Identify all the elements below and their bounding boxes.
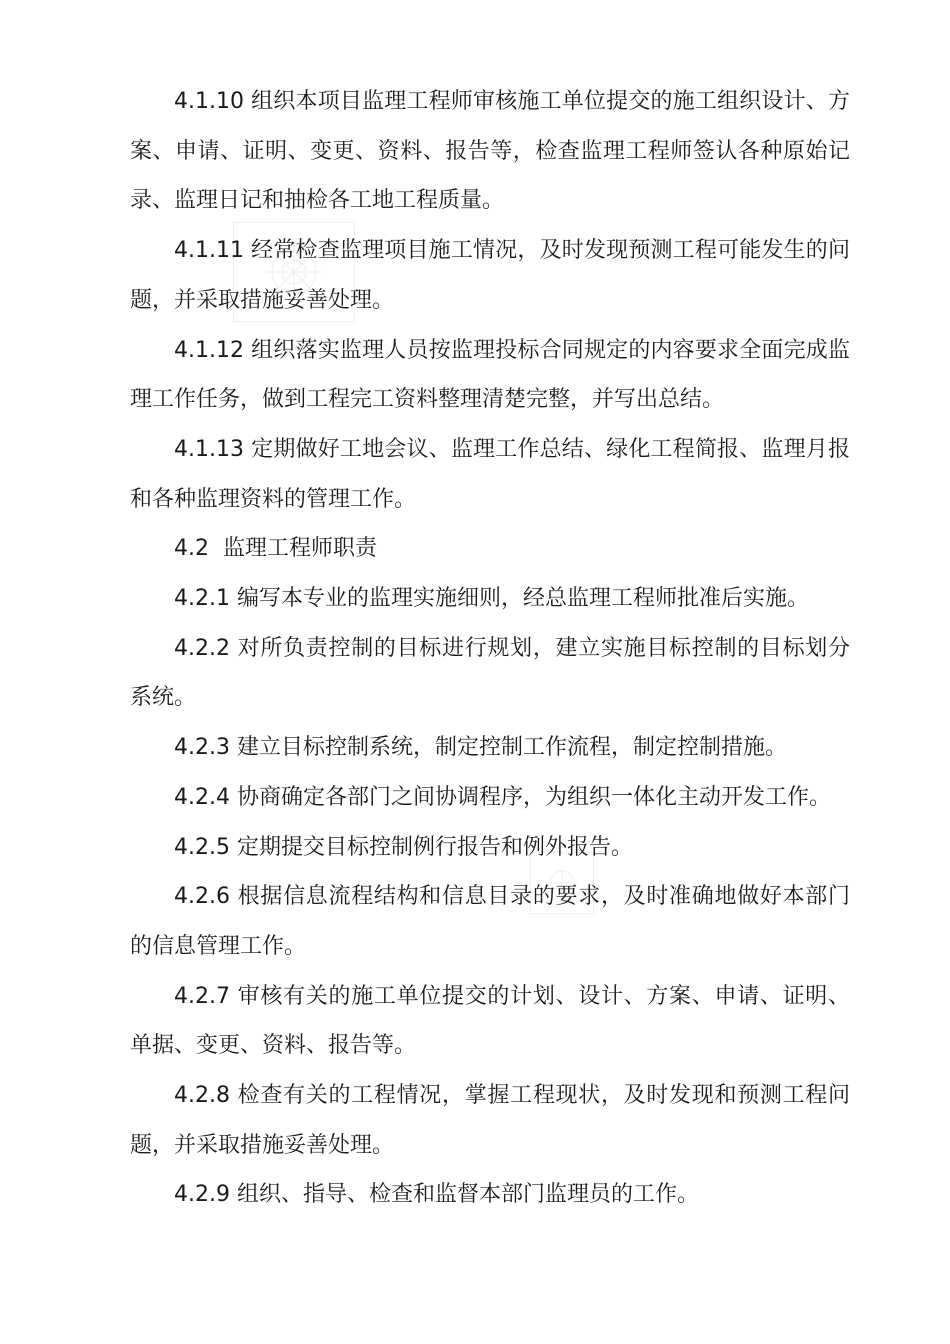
document-body [130,77,850,1220]
paragraph-4-2-5: 4.2.5 定期提交目标控制例行报告和例外报告。 [174,834,633,860]
paragraph-4-2-8: 4.2.8 检查有关的工程情况，掌握工程现状，及时发现和预测工程问题，并采取措施妥善处理。 [130,1083,850,1158]
section-heading-4-2: 4.2 监理工程师职责 [174,536,377,562]
paragraph-4-2-6: 4.2.6 根据信息流程结构和信息目录的要求，及时准确地做好本部门的信息管理工作。 [130,884,850,959]
paragraph-4-1-10: 4.1.10 组织本项目监理工程师审核施工单位提交的施工组织设计、方案、申请、证明、变更、资料、报告等，检查监理工程师签认各种原始记录、监理日记和抽检各工地工程质量。 [130,89,850,214]
paragraph-4-1-11: 4.1.11 经常检查监理项目施工情况，及时发现预测工程可能发生的问题，并采取措施妥善处理。 [130,238,850,313]
paragraph-4-1-13: 4.1.13 定期做好工地会议、监理工作总结、绿化工程简报、监理月报和各种监理资料的管理工作。 [130,436,850,512]
paragraph-4-1-12: 4.1.12 组织落实监理人员按监理投标合同规定的内容要求全面完成监理工作任务，做到工程完工资料整理清楚完整，并写出总结。 [130,337,850,413]
paragraph-4-2-3: 4.2.3 建立目标控制系统，制定控制工作流程，制定控制措施。 [174,735,787,761]
paragraph-4-2-2: 4.2.2 对所负责控制的目标进行规划，建立实施目标控制的目标划分系统。 [130,635,850,711]
paragraph-4-2-1: 4.2.1 编写本专业的监理实施细则，经总监理工程师批准后实施。 [174,586,809,612]
paragraph-4-2-9: 4.2.9 组织、指导、检查和监督本部门监理员的工作。 [174,1182,699,1208]
paragraph-4-2-7: 4.2.7 审核有关的施工单位提交的计划、设计、方案、申请、证明、单据、变更、资料、报告等。 [130,983,850,1059]
paragraph-4-2-4: 4.2.4 协商确定各部门之间协调程序，为组织一体化主动开发工作。 [174,784,831,810]
